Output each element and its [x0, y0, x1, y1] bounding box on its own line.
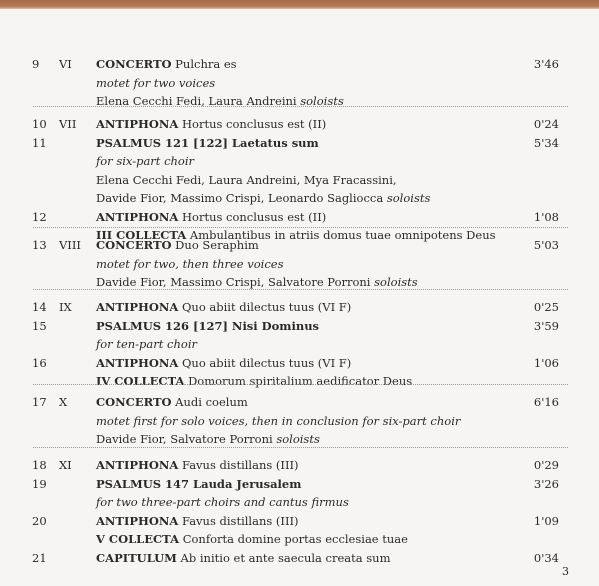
track-number: 16: [32, 355, 47, 370]
track-row: [0, 171, 599, 189]
track-note-italic: for ten-part choir: [96, 337, 197, 351]
track-title-text: Conforta domine portas ecclesiae tuae: [179, 532, 408, 546]
track-note-italic: motet for two voices: [96, 75, 216, 90]
track-row: [0, 549, 599, 567]
track-number: 12: [32, 209, 47, 224]
track-text: [96, 372, 412, 390]
track-title-bold: ANTIPHONA: [96, 300, 179, 314]
track-row: [0, 512, 599, 530]
track-title-bold: ANTIPHONA: [96, 355, 179, 370]
section-numeral: VI: [59, 57, 72, 71]
track-text: [96, 493, 349, 511]
track-title-text: Ambulantibus in atriis domus tuae omnipotens Deus: [186, 228, 496, 242]
track-row: [0, 412, 599, 430]
track-row: [0, 335, 599, 353]
track-title-text: Elena Cecchi Fedi, Laura Andreini: [96, 94, 301, 108]
track-duration: 3'26: [533, 476, 559, 491]
track-row: [0, 298, 599, 316]
track-row: [0, 430, 599, 448]
track-row: [0, 393, 599, 411]
track-title-text: Domorum spiritalium aedificator Deus: [184, 374, 413, 388]
track-text: [96, 236, 259, 254]
track-text: [96, 456, 299, 474]
track-title-text: Davide Fior, Salvatore Porroni: [96, 432, 277, 446]
track-duration: 6'16: [533, 395, 559, 409]
track-row: [0, 236, 599, 254]
track-row: [0, 55, 599, 73]
track-title-text: Elena Cecchi Fedi, Laura Andreini, Mya Fracassini,: [96, 172, 397, 187]
track-note-italic: soloists: [386, 191, 431, 205]
track-text: [96, 55, 237, 73]
track-duration: 1'06: [533, 355, 559, 370]
track-title-bold: CONCERTO: [96, 395, 172, 409]
track-text: [96, 512, 299, 530]
track-note-italic: soloists: [276, 432, 320, 446]
track-text: [96, 189, 430, 207]
track-text: [96, 152, 194, 170]
track-row: [0, 208, 599, 226]
track-number: 13: [32, 238, 47, 252]
dotted-separator: [33, 227, 568, 228]
track-duration: 0'25: [533, 300, 559, 314]
track-title-text: Pulchra es: [171, 57, 237, 71]
track-note-italic: soloists: [300, 94, 344, 108]
track-title-text: Audi coelum: [171, 395, 248, 409]
track-title-bold: V COLLECTA: [96, 532, 180, 546]
track-row: [0, 354, 599, 372]
track-row: [0, 189, 599, 207]
track-number: 10: [32, 117, 47, 131]
track-duration: 5'03: [533, 238, 559, 252]
track-text: [96, 208, 326, 226]
track-text: [96, 412, 460, 430]
section-numeral: VII: [59, 117, 77, 131]
track-title-text: Hortus conclusus est (II): [178, 117, 327, 131]
track-row: [0, 456, 599, 474]
track-title-text: Davide Fior, Massimo Crispi, Leonardo Sagliocca: [96, 191, 387, 205]
track-duration: 0'29: [533, 458, 559, 472]
track-row: [0, 475, 599, 493]
track-duration: 3'59: [533, 318, 559, 333]
track-number: 14: [32, 300, 47, 314]
track-title-text: Davide Fior, Massimo Crispi, Salvatore Porroni: [96, 275, 375, 289]
track-text: [96, 549, 391, 567]
track-title-bold: CONCERTO: [96, 57, 172, 71]
track-title-text: Quo abiit dilectus tuus (VI F): [178, 300, 352, 314]
track-duration: 0'34: [533, 550, 559, 565]
track-title-bold: IV COLLECTA: [96, 374, 185, 388]
track-text: [96, 92, 344, 110]
track-duration: 1'09: [533, 513, 559, 528]
track-duration: 3'46: [533, 57, 559, 71]
track-note-italic: motet first for solo voices, then in conclusion for six-part choir: [96, 413, 461, 428]
track-number: 9: [32, 57, 40, 71]
track-number: 20: [32, 513, 47, 528]
track-duration: 1'08: [533, 209, 559, 224]
track-title-bold: CONCERTO: [96, 238, 172, 252]
track-title-text: Hortus conclusus est (II): [178, 209, 327, 224]
track-title-bold: ANTIPHONA: [96, 513, 179, 528]
track-row: [0, 255, 599, 273]
track-row: [0, 92, 599, 110]
track-title-bold: III COLLECTA: [96, 228, 187, 242]
track-text: [96, 335, 197, 353]
track-title-text: Duo Seraphim: [171, 238, 259, 252]
section-numeral: IX: [59, 300, 72, 314]
track-title-bold: ANTIPHONA: [96, 117, 179, 131]
section-numeral: XI: [59, 458, 72, 472]
track-number: 17: [32, 395, 47, 409]
track-number: 19: [32, 476, 47, 491]
track-title-bold: PSALMUS 147 Lauda Jerusalem: [96, 476, 302, 491]
track-title-text: Favus distillans (III): [178, 458, 299, 472]
track-row: [0, 115, 599, 133]
dotted-separator: [33, 384, 568, 385]
track-text: [96, 74, 215, 92]
track-text: [96, 115, 326, 133]
track-text: [96, 171, 397, 189]
track-row: [0, 372, 599, 390]
track-note-italic: for two three-part choirs and cantus firmus: [96, 495, 349, 509]
track-text: [96, 475, 301, 493]
track-title-text: Quo abiit dilectus tuus (VI F): [178, 355, 352, 370]
track-title-text: Ab initio et ante saecula creata sum: [176, 550, 391, 565]
track-row: [0, 152, 599, 170]
track-row: [0, 134, 599, 152]
track-title-bold: ANTIPHONA: [96, 458, 179, 472]
track-row: [0, 530, 599, 548]
track-number: 21: [32, 550, 47, 565]
track-title-bold: PSALMUS 121 [122] Laetatus sum: [96, 135, 319, 150]
track-text: [96, 298, 351, 316]
track-note-italic: for six-part choir: [96, 154, 195, 168]
track-text: [96, 317, 319, 335]
section-numeral: VIII: [59, 238, 81, 252]
track-title-bold: CAPITULUM: [96, 550, 177, 565]
track-row: [0, 74, 599, 92]
track-text: [96, 393, 248, 411]
track-number: 15: [32, 318, 47, 333]
dotted-separator: [33, 447, 568, 448]
track-text: [96, 354, 351, 372]
top-color-band: [0, 0, 599, 9]
dotted-separator: [33, 289, 568, 290]
track-text: [96, 530, 408, 548]
dotted-separator: [33, 106, 568, 107]
track-title-bold: PSALMUS 126 [127] Nisi Dominus: [96, 318, 320, 333]
track-text: [96, 430, 320, 448]
track-text: [96, 255, 284, 273]
track-duration: 0'24: [533, 117, 559, 131]
track-number: 11: [32, 135, 47, 150]
track-number: 18: [32, 458, 47, 472]
track-duration: 5'34: [533, 135, 559, 150]
track-row: [0, 493, 599, 511]
track-title-bold: ANTIPHONA: [96, 209, 179, 224]
page-number: 3: [562, 565, 569, 578]
track-title-text: Favus distillans (III): [178, 513, 299, 528]
track-note-italic: soloists: [374, 275, 418, 289]
section-numeral: X: [59, 395, 68, 409]
track-text: [96, 134, 319, 152]
track-note-italic: motet for two, then three voices: [96, 256, 284, 271]
track-row: [0, 317, 599, 335]
